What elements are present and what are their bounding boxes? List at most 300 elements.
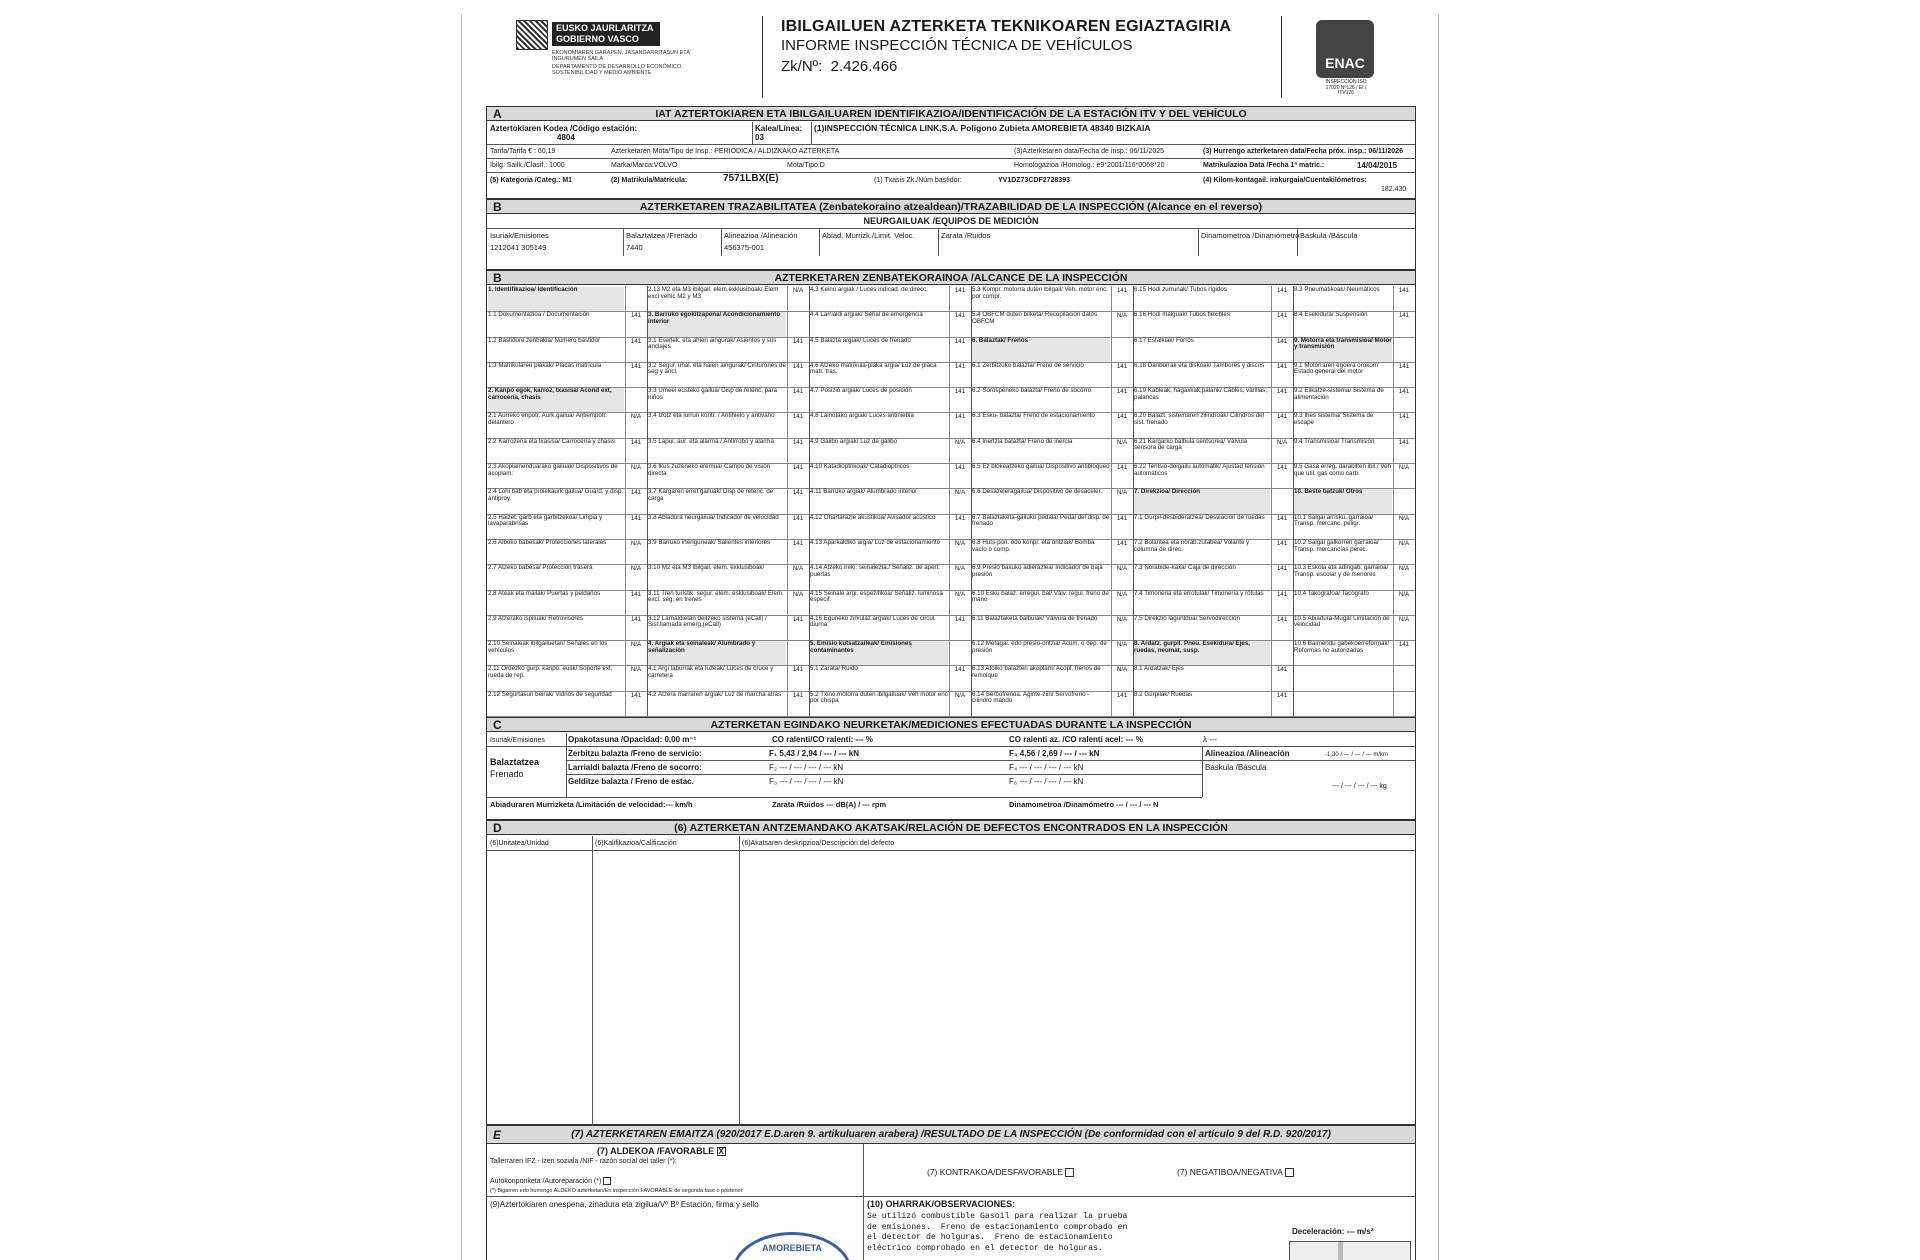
gobierno-vasco-logo bbox=[516, 18, 716, 98]
emissions-label: Isuriak/Emisiones bbox=[490, 737, 545, 744]
scope-item-result: N/A bbox=[1398, 615, 1410, 623]
scope-item: 7.2 Bolantea eta norab.zutabea/ Volante y columna de direc. bbox=[1134, 538, 1250, 553]
scope-item: 10.5 Abiadura-Muga/ Limitación de velocidad bbox=[1294, 614, 1390, 629]
category: (5) Kategoria /Categ.: M1 bbox=[490, 177, 573, 184]
defects-description-header: (6)Akatsaren deskripzioa/Descripción del defecto bbox=[742, 840, 895, 847]
scope-item: 9.3 Ihes sistema/ Sistema de escape bbox=[1294, 412, 1374, 427]
braking-label: Balaztatzea bbox=[490, 757, 540, 767]
service-brake-value-front: F₁ 5,43 / 2,94 / --- / --- kN bbox=[769, 749, 859, 758]
scope-item-result: N/A bbox=[1116, 565, 1128, 573]
noise: Zarata /Ruidos --- dB(A) / --- rpm bbox=[772, 800, 887, 809]
scope-item-result: 141 bbox=[954, 413, 966, 421]
alignment-value: -1,30 / --- / --- / --- m/km bbox=[1325, 752, 1388, 758]
scope-item: 6.12 Metagai. edo presio-ontzia/ Acum. o dep. de presión bbox=[972, 640, 1107, 654]
scope-item: 4.10 Katadioptrikoak/ Catadióptricos bbox=[810, 463, 910, 471]
scope-item-result: 141 bbox=[792, 514, 804, 522]
enac-accreditation: INSPECCIÓN ISO 17020 Nº126 / EI / ITV126 bbox=[1325, 79, 1367, 96]
scope-item-result: 141 bbox=[1276, 362, 1288, 370]
scope-item: 3.12 Larrialdietan deitzeko sistema (eCall) / Sist.llamada emerg.(eCall) bbox=[648, 614, 767, 629]
scope-item: 6.20 Balazt. sistemaren zilindroak/ Cilindros del sist. frenado bbox=[1134, 412, 1264, 427]
scope-item-result: N/A bbox=[630, 641, 642, 649]
station-code-value: 4804 bbox=[557, 133, 575, 142]
lambda: λ --- bbox=[1203, 735, 1218, 744]
parking-brake-label: Gelditze balazta / Freno de estac. bbox=[568, 777, 694, 786]
service-brake-value-rear: F₃ 4,56 / 2,69 / --- / --- kN bbox=[1009, 749, 1100, 758]
next-inspection-date: (3) Hurrengo azterketaren data/Fecha próx. insp.: 06/11/2026 bbox=[1203, 148, 1403, 155]
station-stamp: AMOREBIETA bbox=[732, 1232, 852, 1260]
autoreparation-note: (*) Bigarren edo hurrengo ALDEKO azterketan/En inspección FAVORABLE de segunda fase o posterior bbox=[490, 1188, 743, 1194]
scope-item: 9. Motorra eta transmisioa/ Motor y transmisión bbox=[1294, 338, 1392, 362]
scope-item: 6.7 Balaztaketa-gailuko pedala/ Pedal del disp. de frenado bbox=[972, 513, 1110, 528]
scope-item: 7.5 Direkzio laguntdua/ Servodirección bbox=[1134, 614, 1240, 622]
scope-item-result: N/A bbox=[954, 590, 966, 598]
scope-item-result: N/A bbox=[1116, 666, 1128, 674]
line-label: Kalea/Línea: bbox=[755, 124, 803, 133]
scope-item: 4.13 Aparkaldiko argia/ Luz de estacionamiento bbox=[810, 538, 941, 546]
scope-item: 9.5 Gasa erreg. darabilten ibil./ Veh que util. gas como carb. bbox=[1294, 463, 1391, 477]
scope-item: 2.2 Karrozeria eta txasisa/ Carrocería y chasis bbox=[488, 437, 615, 445]
scope-item: 4.11 Barruko argiak/ Alumbrado interior bbox=[810, 488, 918, 496]
section-d bbox=[486, 820, 1416, 1125]
scope-item: 2. Kanpo egok, karroz, txasisa/ Acond ext, carrocería, chasis bbox=[488, 388, 624, 412]
section-c-letter: C bbox=[493, 718, 502, 732]
scope-item: 4. Argiak eta seinaleak/ Alumbrado y señalización bbox=[648, 641, 786, 665]
scope-item-result: 141 bbox=[792, 615, 804, 623]
scope-item: 10.3 Eskola eta adingab. garraioa/ Transp. escolar y de menores bbox=[1294, 564, 1389, 578]
scope-item-result: 141 bbox=[954, 615, 966, 623]
inspection-type: Azterketaren Mota/Tipo de Insp.: PERIODICA / ALDIZKAKO AZTERKETA bbox=[611, 148, 840, 155]
scope-item: 4.8 Lainotako argiak/ Luces antiniebla bbox=[810, 412, 914, 420]
equipment-val-0: 1212041 305149 bbox=[490, 243, 547, 252]
section-b1-letter: B bbox=[493, 200, 502, 214]
scope-item-result: 141 bbox=[1116, 691, 1128, 699]
scope-item-result: 141 bbox=[1116, 362, 1128, 370]
scope-item-result: 141 bbox=[1398, 388, 1410, 396]
zk-value: 2.426.466 bbox=[830, 58, 898, 75]
section-d-letter: D bbox=[493, 821, 502, 835]
workshop-label: Tallerraren IFZ - izen soziala /NIF - razón social del taller (*): bbox=[490, 1158, 677, 1165]
dept-es: DEPARTAMENTO DE DESARROLLO ECONÓMICO, SOSTENIBILIDAD Y MEDIO AMBIENTE bbox=[552, 64, 683, 76]
scope-item: 6.15 Hodi zurrunak/ Tubos rígidos bbox=[1134, 286, 1227, 293]
scope-item-result: N/A bbox=[1116, 312, 1128, 320]
scope-item-result: N/A bbox=[954, 438, 966, 446]
parking-brake-value-front: F₃ --- / --- / --- / --- kN bbox=[769, 777, 844, 786]
scope-item-result: 141 bbox=[630, 438, 642, 446]
scope-item: 6.10 Esku balaz. erregul. bal/ Válv. regul. freno de mano bbox=[972, 589, 1109, 604]
negative-result bbox=[1177, 1168, 1294, 1177]
deceleration: Deceleración: --- m/s² bbox=[1292, 1227, 1374, 1236]
scope-item: 6.2 Sorospeneko balazta/ Freno de socorro bbox=[972, 387, 1092, 395]
scope-item: 7.3 Norabide-kaxa/ Caja de dirección bbox=[1134, 564, 1236, 572]
scope-item: 4.15 Seinale argi. espezifikoa/ Señaliz. luminosa especif. bbox=[810, 589, 943, 604]
equipment-col-4: Zarata /Ruidos bbox=[941, 231, 991, 240]
autoreparation-checkbox bbox=[603, 1177, 611, 1185]
scope-item-result: 141 bbox=[1276, 464, 1288, 472]
scope-item: 1. Identifikazioa/ Identificación bbox=[488, 287, 624, 311]
co-idle: CO ralenti/CO ralentí: --- % bbox=[772, 735, 873, 744]
autoreparation-label: Autokonponketa /Autoreparación (*) bbox=[490, 1178, 602, 1185]
scope-item: 7.1 Gurpil-desbideratzea/ Desviación de ruedas bbox=[1134, 513, 1265, 521]
scope-item: 5.1 Zarata/ Ruido bbox=[810, 665, 858, 673]
scope-item-result: N/A bbox=[954, 489, 966, 497]
scope-item-result: N/A bbox=[630, 666, 642, 674]
scale-value: --- / --- / --- / --- kg bbox=[1332, 783, 1387, 790]
scope-item-result: N/A bbox=[1398, 514, 1410, 522]
scope-item-result: 141 bbox=[792, 539, 804, 547]
plate-number: 7571LBX(E) bbox=[723, 173, 779, 184]
defects-unit-header: (6)Unitatea/Unidad bbox=[490, 840, 549, 847]
dynamometer: Dinamometroa /Dinamómetro --- / --- / --- N bbox=[1009, 800, 1159, 809]
scope-item: 6. Balaztak/ Frenos bbox=[972, 338, 1110, 362]
scope-item: 5.2 Txino.motorra duten ibilgailuak/ Veh motor enc por chispa bbox=[810, 690, 948, 705]
scope-item: 6.16 Hodi malguak/ Tubos flexibles bbox=[1134, 311, 1230, 319]
co-idle-accel: CO ralenti az. /CO ralentí acel: --- % bbox=[1009, 735, 1143, 744]
scope-item-result: 141 bbox=[792, 362, 804, 370]
section-b2-title: AZTERKETAREN ZENBATEKORAINOA /ALCANCE DE LA INSPECCIÓN bbox=[774, 272, 1128, 284]
observations-label: (10) OHARRAK/OBSERVACIONES: bbox=[867, 1199, 1016, 1209]
scope-item: 2.6 Alboko babesak/ Protecciones laterales bbox=[488, 538, 607, 546]
plate-label: (2) Matrikula/Matrícula: bbox=[611, 177, 688, 184]
zk-label: Zk/Nº: bbox=[781, 58, 823, 75]
scope-item-result: N/A bbox=[954, 691, 966, 699]
scope-item: 3.11 Tren turistik. segur. elem. esklusiboak/ Elem. excl. seg. en trenes bbox=[648, 589, 784, 604]
scope-item-result: N/A bbox=[1116, 641, 1128, 649]
scope-item: 6.22 Tentsio-doigailu automatik/ Ajustad tensión automáticos bbox=[1134, 463, 1265, 477]
scope-grid bbox=[487, 286, 1415, 716]
section-c-bar bbox=[487, 718, 1415, 732]
scope-item: 9.2 Elikatze-sistema/ Sistema de alimentación bbox=[1294, 387, 1384, 401]
scope-item: 6.9 Presio baxuko adierazlea/ Indicador de baja presión bbox=[972, 564, 1103, 578]
section-b-scope bbox=[486, 270, 1416, 717]
scope-item: 1.3 Matrikularen plakak/ Placas matrícula bbox=[488, 361, 602, 369]
scope-item: 2.3 Akoplamenduarako gailuak/ Dispositivos de acoplam. bbox=[488, 463, 618, 477]
scope-item-result: 141 bbox=[954, 312, 966, 320]
scope-item: 4.1 Argi laburrak eta luzeak/ Luces de cruce y carretera bbox=[648, 665, 774, 679]
scope-item: 4.7 Posizio argiak/ Luces de posición bbox=[810, 387, 912, 395]
equipment-col-2: Alineazioa /Alineación bbox=[724, 231, 798, 240]
scope-item-result: 141 bbox=[792, 489, 804, 497]
scope-item: 3.2 Segur. uhal. eta haien aingurak/ Cinturones de seg y ancl. bbox=[648, 361, 786, 376]
scope-item-result: 141 bbox=[792, 337, 804, 345]
scope-item-result: N/A bbox=[1398, 539, 1410, 547]
section-c bbox=[486, 717, 1416, 820]
scope-item: 2.8 Ateak eta mailak/ Puertas y peldaños bbox=[488, 589, 601, 597]
scope-item: 2.4 Lohi bab eta proiekaurk gailua/ Guard. y disp. antiproy. bbox=[488, 488, 624, 502]
odometer-label: (4) Kilom-kontagail. irakurgaia/Cuentakilómetros: bbox=[1203, 177, 1367, 184]
scope-item-result: 141 bbox=[1276, 312, 1288, 320]
section-a-bar bbox=[487, 107, 1415, 121]
title-es: INFORME INSPECCIÓN TÉCNICA DE VEHÍCULOS bbox=[781, 37, 1133, 54]
scope-item-result: 141 bbox=[1398, 287, 1410, 294]
scope-item-result: N/A bbox=[1398, 590, 1410, 598]
scope-item: 6.14 Serbofrenoa. Aginte-ziin/ Servofreno - cilindro mando bbox=[972, 690, 1090, 705]
scope-item: 4.14 Atzeko ireki. seinaleztа./ Señaliz. de apert. puertas bbox=[810, 564, 941, 578]
scope-item-result: 141 bbox=[630, 312, 642, 320]
scope-item-result: N/A bbox=[630, 413, 642, 421]
scope-item-result: 141 bbox=[630, 489, 642, 497]
scope-item-result: 141 bbox=[1398, 312, 1410, 320]
scope-item-result: 141 bbox=[792, 691, 804, 699]
scope-item-result: 141 bbox=[630, 691, 642, 699]
defects-rating-header: (6)Kalifikazioa/Calificación bbox=[595, 840, 677, 847]
scope-item-result: N/A bbox=[1116, 438, 1128, 446]
station-address: (1)INSPECCIÓN TÉCNICA LINK,S.A. Polígono Zubieta AMOREBIETA 48340 BIZKAIA bbox=[814, 123, 1151, 133]
speed-limit: Abiaduraren Murrizketa /Limitación de velocidad:--- km/h bbox=[490, 800, 693, 809]
scope-item: 6.17 Estalkiak/ Forros bbox=[1134, 336, 1194, 344]
scope-item-result: 141 bbox=[1276, 413, 1288, 421]
scope-item-result: 141 bbox=[792, 464, 804, 472]
enac-logo: ENAC bbox=[1316, 20, 1374, 78]
scope-item: 10.4 Takografoa/ Tacógrafo bbox=[1294, 589, 1369, 597]
enac-badge bbox=[1306, 18, 1436, 98]
scope-item: 2.11 Ordezko gurp. kanpo. eusk/ Soporte ext. rueda de rep. bbox=[488, 665, 613, 679]
scope-item-result: 141 bbox=[1116, 539, 1128, 547]
scope-item-result: 141 bbox=[954, 362, 966, 370]
scope-item bbox=[1294, 666, 1392, 690]
scope-item: 10.2 Salgai galkorren garraioa/ Transp. mercancías perec. bbox=[1294, 538, 1379, 553]
scope-item: 3.7 Kargaren erret gailuak/ Disp de retenc. de carga bbox=[648, 488, 774, 502]
scope-item-result: 141 bbox=[1276, 388, 1288, 396]
scope-item-result: N/A bbox=[1398, 565, 1410, 573]
scope-item: 4.12 Ohartarazle akustikoa/ Avisador acústico bbox=[810, 513, 936, 521]
scope-item-result: N/A bbox=[630, 539, 642, 547]
emergency-brake-value-rear: F₄ --- / --- / --- / --- kN bbox=[1009, 763, 1084, 772]
scope-item-result: 141 bbox=[1276, 615, 1288, 623]
scope-item-result: 141 bbox=[630, 590, 642, 598]
scope-item: 4.6 Atzeko matrikula-plaka argia/ Luz de placa matr. tras. bbox=[810, 361, 937, 376]
scope-item: 6.13 Atoiko balazten akoplam/ Acopl. frenos de remolque bbox=[972, 665, 1101, 679]
gov-line1: EUSKO JAURLARITZA bbox=[556, 23, 654, 33]
department-text bbox=[552, 50, 712, 76]
scope-item-result: N/A bbox=[1276, 438, 1288, 446]
service-brake-label: Zerbitzu balazta /Freno de servicio: bbox=[568, 749, 702, 758]
scope-item: 7. Direkzioa/ Dirección bbox=[1134, 489, 1270, 513]
homologation: Homologazioa /Homolog.: e9*2001/116*0068*20 bbox=[1014, 162, 1165, 169]
scope-item: 3.5 Lapur. aur. eta alarma / Antirrobo y alarma bbox=[648, 437, 774, 445]
scope-item-result: 141 bbox=[1116, 287, 1128, 294]
scope-item-result: N/A bbox=[1398, 464, 1410, 472]
section-e bbox=[486, 1125, 1416, 1260]
scope-item: 8.4 Esekidura/ Suspensión bbox=[1294, 311, 1368, 319]
scope-item-result: N/A bbox=[630, 464, 642, 472]
unfavorable-label: (7) KONTRAKOA/DESFAVORABLE bbox=[927, 1167, 1063, 1177]
scope-item-result: 141 bbox=[1276, 565, 1288, 573]
equipment-col-3: Abiad. Murrizk./Limit. Veloc. bbox=[822, 231, 915, 240]
scope-item: 6.8 Huts-pon. edo konpr. eta ontziak/ Bomba vacío o comp. bbox=[972, 538, 1095, 553]
classification: Ibilg. Sailk./Clasif.: 1000 bbox=[490, 162, 565, 169]
scope-item: 10.1 Salgai arrisku. garraioa/ Transp. mercanc. peligr. bbox=[1294, 513, 1374, 528]
unfavorable-result bbox=[927, 1168, 1074, 1177]
scope-item: 3.10 M2 eta M3 ibilgail. elem. exklusiboak/ bbox=[648, 564, 765, 572]
vin-number: YV1DZ73CDF2728393 bbox=[998, 177, 1070, 184]
section-b1-bar bbox=[487, 200, 1415, 214]
negative-checkbox bbox=[1285, 1168, 1294, 1177]
emergency-brake-label: Larrialdi balazta /Freno de socorro: bbox=[568, 763, 702, 772]
scope-item: 4.5 Balazta argiak/ Luces de frenado bbox=[810, 336, 911, 344]
scope-item: 1.1 Dokumentazioa / Documentación bbox=[488, 311, 590, 319]
scope-item: 6.18 Danborrak eta diskoak/ Tambores y discos bbox=[1134, 361, 1265, 369]
scope-item-result: 141 bbox=[630, 615, 642, 623]
braking-label-es: Frenado bbox=[490, 769, 524, 779]
scope-item-result: 141 bbox=[792, 413, 804, 421]
section-e-bar bbox=[487, 1126, 1415, 1144]
scope-item-result: 141 bbox=[1398, 438, 1410, 446]
deceleration-graph bbox=[1289, 1241, 1411, 1260]
scope-item: 6.5 Ez blokeatzeko gailua/ Dispositivo antibloqueo bbox=[972, 463, 1110, 471]
report-title-block bbox=[762, 16, 1282, 98]
scope-item-result: 141 bbox=[630, 514, 642, 522]
gov-name-box bbox=[552, 22, 660, 46]
report-header bbox=[462, 14, 1439, 102]
scope-item: 4.9 Galibo argiak/ Luz de gálibo bbox=[810, 437, 898, 445]
scope-item-result: 141 bbox=[1398, 362, 1410, 370]
section-b-traceability bbox=[486, 199, 1416, 270]
inspection-date: (3)Azterketaren data/Fecha de insp.: 06/11/2025 bbox=[1014, 148, 1165, 155]
scope-item: 3.4 Izotz eta lurrun kontr. / Antihielo y antivaho bbox=[648, 412, 775, 420]
scope-item: 2.7 Atzeko babesa/ Protección trasera bbox=[488, 564, 593, 572]
odometer-value: 182.430 bbox=[1381, 186, 1407, 193]
scope-item: 8.1 Ardatzak/ Ejes bbox=[1134, 665, 1184, 673]
tarifa: Tarifa/Tarifa € : 60,19 bbox=[490, 148, 556, 155]
section-c-title: AZTERKETAN EGINDAKO NEURKETAK/MEDICIONES EFECTUADAS DURANTE LA INSPECCIÓN bbox=[710, 719, 1192, 731]
scope-item-result: 141 bbox=[1398, 641, 1410, 649]
scope-item-result: 141 bbox=[630, 362, 642, 370]
scope-item: 1.2 Bastidore zenbakia/ Número bastidor bbox=[488, 336, 601, 344]
section-d-title: (6) AZTERKETAN ANTZEMANDAKO AKATSAK/RELACIÓN DE DEFECTOS ENCONTRADOS EN LA INSPECCIÓN bbox=[674, 822, 1228, 834]
scope-item-result: 141 bbox=[954, 464, 966, 472]
emergency-brake-value-front: F₂ --- / --- / --- / --- kN bbox=[769, 763, 844, 772]
scope-item: 3.8 Abiadura neurgailua/ Indicador de velocidad bbox=[648, 513, 779, 521]
scope-item: 6.1 Zerbitzuko balazta/ Freno de servicio bbox=[972, 361, 1084, 369]
scope-item: 8.2 Gurpilak/ Ruedas bbox=[1134, 690, 1193, 698]
dept-eu: EKONOMIAREN GARAPEN, JASANGARRITASUN ETA INGURUMEN SAILA bbox=[552, 50, 690, 62]
alignment-label: Alineazioa /Alineación bbox=[1205, 749, 1290, 758]
section-b2-letter: B bbox=[493, 271, 502, 285]
favorable-result bbox=[597, 1147, 726, 1156]
scope-item: 2.10 Seinaleak ibilgailuetan/ Señales en los vehículos bbox=[488, 640, 608, 654]
scope-item-result: 141 bbox=[630, 337, 642, 345]
equipment-col-0: Isuriak/Emisiones bbox=[490, 231, 549, 240]
scope-item: 4.2 Atzera marraren argiak/ Luz de marcha atrás bbox=[648, 690, 782, 698]
signature-label: (9)Aztertokiaren onespena, zinadura eta zigilua/Vº Bº Estación, firma y sello bbox=[490, 1200, 759, 1209]
section-e-letter: E bbox=[493, 1128, 502, 1142]
scope-item-result: 141 bbox=[954, 666, 966, 674]
scope-item: 6.11 Balaztaketa balbulak/ Válvula de frenado bbox=[972, 614, 1098, 622]
scope-item: 5. Emisio kutsatzaileak/ Emisiones contaminantes bbox=[810, 641, 948, 665]
scope-item: 10.6 Baimendu gabekoerreformak/ Reformas no autorizadas bbox=[1294, 640, 1390, 654]
opacity: Opakotasuna /Opacidad: 0,00 m⁻¹ bbox=[568, 735, 697, 744]
scope-item: 10. Beste batzuk/ Otros bbox=[1294, 489, 1392, 513]
scope-item-result: 141 bbox=[1276, 590, 1288, 598]
scope-item: 6.19 Kableak, hagaxkak,palank/ Cables, varillas, palancas bbox=[1134, 387, 1268, 401]
equipment-col-6: Baskula /Báscula bbox=[1300, 231, 1358, 240]
equipment-val-2: 456375-001 bbox=[724, 243, 765, 252]
scope-item: 4.3 Keinu argiak / Luces indicad. de direcc. bbox=[810, 286, 928, 293]
scope-item-result: N/A bbox=[1116, 590, 1128, 598]
scope-item-result: 141 bbox=[1116, 464, 1128, 472]
section-b1-title: AZTERKETAREN TRAZABILITATEA (Zenbatekoraino atzealdean)/TRAZABILIDAD DE LA INSPECCIÓN (Alcance en el reverso) bbox=[639, 201, 1263, 213]
section-d-bar bbox=[487, 821, 1415, 835]
scope-item-result: 141 bbox=[954, 388, 966, 396]
section-a-letter: A bbox=[493, 107, 502, 121]
scope-item: 4.4 Larrialdi argiak/ Señal de emergencia bbox=[810, 311, 923, 319]
scale-label: Baskula /Báscula bbox=[1205, 763, 1267, 772]
scope-item-result: 141 bbox=[1276, 691, 1288, 699]
scope-item-result: 141 bbox=[1398, 413, 1410, 421]
vehicle-make: Marka/Marca:VOLVO bbox=[611, 162, 678, 169]
scope-item: 5.4 OBFCM duten bilketa/ Recopilación datos OBFCM bbox=[972, 311, 1098, 325]
scope-item-result: N/A bbox=[954, 565, 966, 573]
parking-brake-value-rear: F₆ --- / --- / --- / --- kN bbox=[1009, 777, 1084, 786]
scope-item: 2.12 Segurtasun beirak/ Vidrios de seguridad bbox=[488, 690, 612, 698]
station-code-label: Aztertokiaren Kodea /Código estación: bbox=[490, 124, 638, 133]
scope-item bbox=[1294, 692, 1392, 716]
section-e-title: (7) AZTERKETAREN EMAITZA (920/2017 E.D.aren 9. artikuluaren arabera) /RESULTADO DE LA INSPECCIÓN (De conformidad con el artículo 9 del R.D. 920/2017) bbox=[571, 1129, 1331, 1140]
negative-label: (7) NEGATIBOA/NEGATIVA bbox=[1177, 1167, 1283, 1177]
scope-item: 3.9 Barruko irtenguneak/ Salientes interiores bbox=[648, 538, 771, 546]
scope-item-result: 141 bbox=[954, 337, 966, 345]
section-b2-bar bbox=[487, 271, 1415, 285]
scope-item: 9.1 Motorraren egoera orokorr/ Estado general del motor bbox=[1294, 361, 1379, 376]
autoreparation bbox=[490, 1177, 611, 1186]
scope-item-result: N/A bbox=[630, 565, 642, 573]
scope-item: 2.9 Atzerako ispiluak/ Retrovisores bbox=[488, 614, 583, 622]
scope-item: 6.21 Kargarko balbula sentsorea/ Válvula sensora de carga bbox=[1134, 437, 1248, 452]
gov-line2: GOBIERNO VASCO bbox=[556, 34, 639, 44]
scope-item: 3.1 Eserlek. eta ahien aingurak/ Asientos y sus anclajes bbox=[648, 336, 777, 351]
observations-text: Se utilizó combustible Gasoil para realizar la prueba de emisiones. Freno de estacionamiento comprobado en el detector de holguras. Freno de estacionamiento eléctrico comprobado en el detector de holguras. bbox=[867, 1212, 1128, 1253]
scope-item: 2.1 Aurreko enpotr. Aurk.gailua/ Antiempotr. delantero bbox=[488, 412, 608, 427]
favorable-checkbox: X bbox=[718, 1147, 724, 1157]
scope-item: 3. Barruko egokitzapena/ Acondicionamiento interior bbox=[648, 312, 786, 336]
section-a-title: IAT AZTERTOKIAREN ETA IBILGAILUAREN IDENTIFIKAZIOA/IDENTIFICACIÓN DE LA ESTACIÓN ITV Y DEL VEHÍCULO bbox=[655, 108, 1247, 120]
equipment-col-1: Balaztatzea /Frenado bbox=[626, 231, 698, 240]
scope-item-result: 141 bbox=[792, 438, 804, 446]
scope-item-result: 141 bbox=[1116, 388, 1128, 396]
inspection-report bbox=[461, 14, 1439, 1260]
scope-item: 8.3 Pneumatikoak/ Neumáticos bbox=[1294, 286, 1380, 293]
registration-date-label: Matrikulazioa Data /Fecha 1ª matric.: bbox=[1203, 162, 1325, 169]
scope-item-result: 141 bbox=[1116, 413, 1128, 421]
scope-item-result: 141 bbox=[792, 388, 804, 396]
scope-item-result: 141 bbox=[1276, 337, 1288, 345]
scope-item-result: 141 bbox=[954, 287, 966, 294]
scope-item-result: N/A bbox=[792, 287, 804, 294]
scope-item: 3.6 Ikus zuzeneko eremua/ Campo de visión directa bbox=[648, 463, 771, 477]
scope-item-result: 141 bbox=[954, 514, 966, 522]
scope-item-result: N/A bbox=[792, 590, 804, 598]
scope-item-result: N/A bbox=[792, 565, 804, 573]
coat-of-arms-icon bbox=[516, 20, 548, 50]
scope-item-result: N/A bbox=[954, 539, 966, 547]
equipment-col-5: Dinamometroa /Dinamómetro bbox=[1201, 231, 1300, 240]
scope-item: 2.13 M2 eta M3 ibilgail. elem.exklusiboak/ Elem excl vehíc M2 y M3 bbox=[648, 286, 779, 300]
vehicle-type: Mota/Tipo:D bbox=[787, 162, 825, 169]
scope-item: 6.3 Esku- balazta/ Freno de estacionamiento bbox=[972, 412, 1095, 420]
equipment-title: NEURGAILUAK /EQUIPOS DE MEDICIÓN bbox=[863, 216, 1039, 226]
unfavorable-checkbox bbox=[1065, 1168, 1074, 1177]
scope-item: 2.5 Haizet. garb eta garbitzekoa/ Limpia y lavaparabrisas bbox=[488, 513, 603, 528]
scope-item: 8. Ardatz. gurpil. Pneu. Esekidura/ Ejes, ruedas, neumat, susp. bbox=[1134, 641, 1270, 665]
scope-item: 3.3 Umeei eusteko gailua/ Disp de retenc. para niños bbox=[648, 387, 777, 401]
scope-item-result: 141 bbox=[1116, 514, 1128, 522]
scope-item-result: N/A bbox=[1116, 489, 1128, 497]
scope-item: 5.3 Kompr. motorra duten ibilgail/ Veh. motor enc. por compr. bbox=[972, 286, 1108, 300]
scope-item: 6.4 Inertzia balazta/ Freno de inercia bbox=[972, 437, 1073, 445]
favorable-label: (7) ALDEKOA /FAVORABLE bbox=[597, 1146, 715, 1156]
title-eu: IBILGAILUEN AZTERKETA TEKNIKOAREN EGIAZTAGIRIA bbox=[781, 18, 1232, 35]
scope-item-result: 141 bbox=[1276, 287, 1288, 294]
